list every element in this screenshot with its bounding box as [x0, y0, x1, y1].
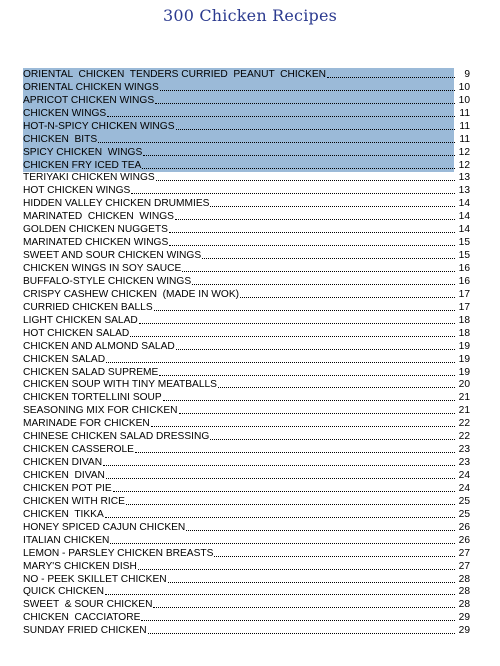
- toc-entry[interactable]: [23, 146, 470, 159]
- toc-entry-page-number: 17: [458, 301, 470, 313]
- toc-entry-title: CHICKEN SALAD: [23, 353, 106, 365]
- toc-entry[interactable]: [23, 469, 470, 482]
- toc-entry-title: GOLDEN CHICKEN NUGGETS: [23, 224, 168, 236]
- dot-leader: [214, 556, 455, 557]
- toc-entry-page-number: 28: [458, 599, 470, 611]
- toc-entry[interactable]: [23, 586, 470, 599]
- dot-leader: [103, 465, 455, 466]
- toc-entry-title: HONEY SPICED CAJUN CHICKEN: [23, 521, 186, 533]
- toc-entry-title: HOT-N-SPICY CHICKEN WINGS: [23, 120, 175, 132]
- dot-leader: [148, 633, 455, 634]
- toc-entry-page-number: 21: [458, 405, 470, 417]
- toc-entry-title: CHICKEN SALAD SUPREME: [23, 366, 159, 378]
- toc-entry-title: CURRIED CHICKEN BALLS: [23, 301, 153, 313]
- toc-entry-title: LIGHT CHICKEN SALAD: [23, 314, 138, 326]
- toc-entry-title: CHICKEN BITS: [23, 133, 98, 145]
- dot-leader: [186, 530, 455, 531]
- toc-entry[interactable]: [23, 508, 470, 521]
- toc-entry-title: APRICOT CHICKEN WINGS: [23, 94, 155, 106]
- toc-entry-title: CHICKEN FRY ICED TEA: [23, 159, 142, 171]
- toc-entry-page-number: 29: [458, 625, 470, 637]
- dot-leader: [192, 284, 455, 285]
- toc-entry-page-number: 12: [458, 146, 470, 158]
- toc-entry[interactable]: [23, 301, 470, 314]
- toc-entry[interactable]: [23, 68, 470, 81]
- toc-entry-page-number: 10: [458, 94, 470, 106]
- dot-leader: [327, 77, 455, 78]
- toc-entry[interactable]: [23, 275, 470, 288]
- dot-leader: [126, 504, 455, 505]
- toc-entry-page-number: 20: [458, 379, 470, 391]
- dot-leader: [160, 90, 455, 91]
- dot-leader: [139, 323, 455, 324]
- toc-entry-page-number: 22: [458, 418, 470, 430]
- toc-entry-page-number: 13: [458, 172, 470, 184]
- toc-entry-page-number: 22: [458, 431, 470, 443]
- toc-entry-title: CHINESE CHICKEN SALAD DRESSING: [23, 431, 210, 443]
- toc-entry-title: HIDDEN VALLEY CHICKEN DRUMMIES: [23, 198, 210, 210]
- toc-entry[interactable]: [23, 495, 470, 508]
- dot-leader: [154, 310, 455, 311]
- toc-entry[interactable]: [23, 223, 470, 236]
- toc-entry-title: CHICKEN DIVAN: [23, 470, 105, 481]
- toc-entry-page-number: 11: [459, 120, 470, 132]
- toc-entry-title: LEMON - PARSLEY CHICKEN BREASTS: [23, 547, 214, 559]
- toc-entry-title: ORIENTAL CHICKEN WINGS: [23, 81, 159, 93]
- toc-entry-page-number: 25: [458, 508, 470, 520]
- toc-entry-page-number: 19: [458, 366, 470, 378]
- dot-leader: [110, 543, 455, 544]
- dot-leader: [105, 594, 455, 595]
- toc-entry[interactable]: [23, 184, 470, 197]
- toc-entry[interactable]: [23, 379, 470, 392]
- toc-entry[interactable]: [23, 391, 470, 404]
- dot-leader: [218, 387, 455, 388]
- dot-leader: [210, 439, 455, 440]
- dot-leader: [106, 362, 455, 363]
- toc-entry[interactable]: [23, 430, 470, 443]
- toc-entry-title: BUFFALO-STYLE CHICKEN WINGS: [23, 275, 192, 287]
- dot-leader: [210, 206, 455, 207]
- dot-leader: [169, 232, 455, 233]
- toc-entry-page-number: 18: [458, 327, 470, 339]
- dot-leader: [159, 375, 455, 376]
- toc-entry[interactable]: [23, 107, 470, 120]
- dot-leader: [107, 116, 455, 117]
- toc-entry-title: CHICKEN DIVAN: [23, 457, 103, 469]
- dot-leader: [106, 478, 455, 479]
- toc-entry-page-number: 21: [458, 392, 470, 404]
- toc-entry-title: HOT CHICKEN WINGS: [23, 185, 131, 197]
- toc-entry-title: CHICKEN TIKKA: [23, 508, 104, 520]
- toc-entry-page-number: 12: [458, 159, 470, 171]
- page-title: 300 Chicken Recipes: [162, 6, 338, 25]
- dot-leader: [168, 582, 455, 583]
- toc-entry-page-number: 13: [458, 185, 470, 197]
- toc-entry-title: MARINATED CHICKEN WINGS: [23, 237, 169, 249]
- toc-entry-page-number: 11: [459, 107, 470, 119]
- dot-leader: [169, 245, 455, 246]
- toc-entry-page-number: 11: [459, 133, 470, 145]
- dot-leader: [105, 517, 455, 518]
- toc-entry-title: SWEET & SOUR CHICKEN: [23, 599, 153, 611]
- toc-entry[interactable]: [23, 573, 470, 586]
- toc-entry-title: CHICKEN WINGS IN SOY SAUCE: [23, 263, 182, 274]
- toc-entry-page-number: 15: [458, 237, 470, 249]
- toc-entry[interactable]: [23, 197, 470, 210]
- toc-entry[interactable]: [23, 133, 470, 146]
- toc-entry-page-number: 27: [458, 560, 470, 572]
- toc-entry[interactable]: [23, 534, 470, 547]
- toc-entry[interactable]: [23, 598, 470, 611]
- dot-leader: [240, 297, 455, 298]
- toc-entry[interactable]: [23, 120, 470, 133]
- toc-entry[interactable]: [23, 172, 470, 185]
- toc-entry[interactable]: [23, 560, 470, 573]
- toc-entry-title: MARINADE FOR CHICKEN: [23, 418, 150, 430]
- dot-leader: [176, 129, 455, 130]
- toc-entry-title: SEASONING MIX FOR CHICKEN: [23, 405, 178, 417]
- toc-entry[interactable]: [23, 288, 470, 301]
- dot-leader: [182, 271, 455, 272]
- dot-leader: [130, 336, 455, 337]
- toc-entry[interactable]: [23, 353, 470, 366]
- toc-entry-page-number: 19: [458, 353, 470, 365]
- toc-entry-page-number: 27: [458, 547, 470, 559]
- toc-entry[interactable]: [23, 327, 470, 340]
- table-of-contents: [23, 68, 470, 637]
- toc-entry[interactable]: [23, 443, 470, 456]
- dot-leader: [141, 620, 455, 621]
- toc-entry-title: HOT CHICKEN SALAD: [23, 327, 130, 339]
- toc-entry-title: CHICKEN WINGS: [23, 107, 107, 119]
- dot-leader: [179, 413, 455, 414]
- toc-entry-page-number: 10: [458, 81, 470, 93]
- toc-entry-page-number: 24: [458, 470, 470, 481]
- toc-entry-title: MARY'S CHICKEN DISH: [23, 560, 137, 572]
- toc-entry-page-number: 28: [458, 586, 470, 598]
- toc-entry-page-number: 16: [458, 263, 470, 274]
- toc-entry-title: CHICKEN POT PIE: [23, 482, 112, 494]
- toc-entry-page-number: 26: [458, 521, 470, 533]
- toc-entry[interactable]: [23, 314, 470, 327]
- dot-leader: [156, 180, 455, 181]
- toc-entry-page-number: 14: [458, 211, 470, 223]
- toc-entry-title: CHICKEN SOUP WITH TINY MEATBALLS: [23, 379, 217, 391]
- dot-leader: [138, 569, 455, 570]
- toc-entry-title: NO - PEEK SKILLET CHICKEN: [23, 573, 167, 585]
- toc-entry-page-number: 25: [458, 495, 470, 507]
- toc-entry-page-number: 28: [458, 573, 470, 585]
- toc-entry[interactable]: [23, 624, 470, 637]
- toc-entry[interactable]: [23, 547, 470, 560]
- toc-entry-page-number: 9: [464, 68, 470, 80]
- toc-entry[interactable]: [23, 611, 470, 624]
- dot-leader: [142, 168, 455, 169]
- toc-entry[interactable]: [23, 482, 470, 495]
- toc-entry-title: ITALIAN CHICKEN: [23, 534, 110, 546]
- toc-entry[interactable]: [23, 366, 470, 379]
- toc-entry[interactable]: [23, 236, 470, 249]
- toc-entry-page-number: 17: [458, 288, 470, 300]
- dot-leader: [135, 452, 455, 453]
- toc-entry-page-number: 23: [458, 457, 470, 469]
- toc-entry-page-number: 29: [458, 612, 470, 624]
- dot-leader: [176, 349, 455, 350]
- dot-leader: [98, 142, 455, 143]
- toc-entry-title: SWEET AND SOUR CHICKEN WINGS: [23, 250, 202, 262]
- toc-entry[interactable]: [23, 159, 470, 172]
- toc-entry-title: ORIENTAL CHICKEN TENDERS CURRIED PEANUT CHICKEN: [23, 68, 327, 80]
- toc-entry[interactable]: [23, 417, 470, 430]
- toc-entry[interactable]: [23, 249, 470, 262]
- toc-entry[interactable]: [23, 521, 470, 534]
- toc-entry-page-number: 24: [458, 482, 470, 494]
- dot-leader: [175, 219, 455, 220]
- dot-leader: [163, 400, 455, 401]
- toc-entry-page-number: 15: [458, 250, 470, 262]
- toc-entry[interactable]: [23, 210, 470, 223]
- toc-entry-title: CRISPY CASHEW CHICKEN (MADE IN WOK): [23, 288, 240, 300]
- toc-entry[interactable]: [23, 262, 470, 275]
- toc-entry-title: CHICKEN AND ALMOND SALAD: [23, 340, 175, 352]
- toc-entry[interactable]: [23, 456, 470, 469]
- dot-leader: [155, 103, 455, 104]
- toc-entry-page-number: 18: [458, 314, 470, 326]
- dot-leader: [202, 258, 455, 259]
- toc-entry-title: SPICY CHICKEN WINGS: [23, 146, 143, 158]
- dot-leader: [131, 193, 455, 194]
- toc-entry-title: MARINATED CHICKEN WINGS: [23, 211, 174, 223]
- toc-entry-page-number: 14: [458, 198, 470, 210]
- toc-entry-title: SUNDAY FRIED CHICKEN: [23, 625, 147, 637]
- toc-entry[interactable]: [23, 81, 470, 94]
- toc-entry[interactable]: [23, 340, 470, 353]
- toc-entry[interactable]: [23, 94, 470, 107]
- toc-entry-title: QUICK CHICKEN: [23, 586, 104, 598]
- dot-leader: [113, 491, 455, 492]
- toc-entry[interactable]: [23, 404, 470, 417]
- toc-entry-title: CHICKEN CACCIATORE: [23, 612, 141, 624]
- toc-entry-title: CHICKEN CASSEROLE: [23, 444, 134, 456]
- toc-entry-title: CHICKEN WITH RICE: [23, 495, 125, 507]
- dot-leader: [153, 607, 455, 608]
- toc-entry-title: CHICKEN TORTELLINI SOUP: [23, 392, 162, 404]
- toc-entry-page-number: 26: [458, 534, 470, 546]
- toc-entry-page-number: 14: [458, 224, 470, 236]
- toc-entry-page-number: 23: [458, 444, 470, 456]
- toc-entry-page-number: 19: [458, 340, 470, 352]
- toc-entry-page-number: 16: [458, 275, 470, 287]
- toc-entry-title: TERIYAKI CHICKEN WINGS: [23, 172, 155, 184]
- dot-leader: [143, 155, 455, 156]
- dot-leader: [151, 426, 455, 427]
